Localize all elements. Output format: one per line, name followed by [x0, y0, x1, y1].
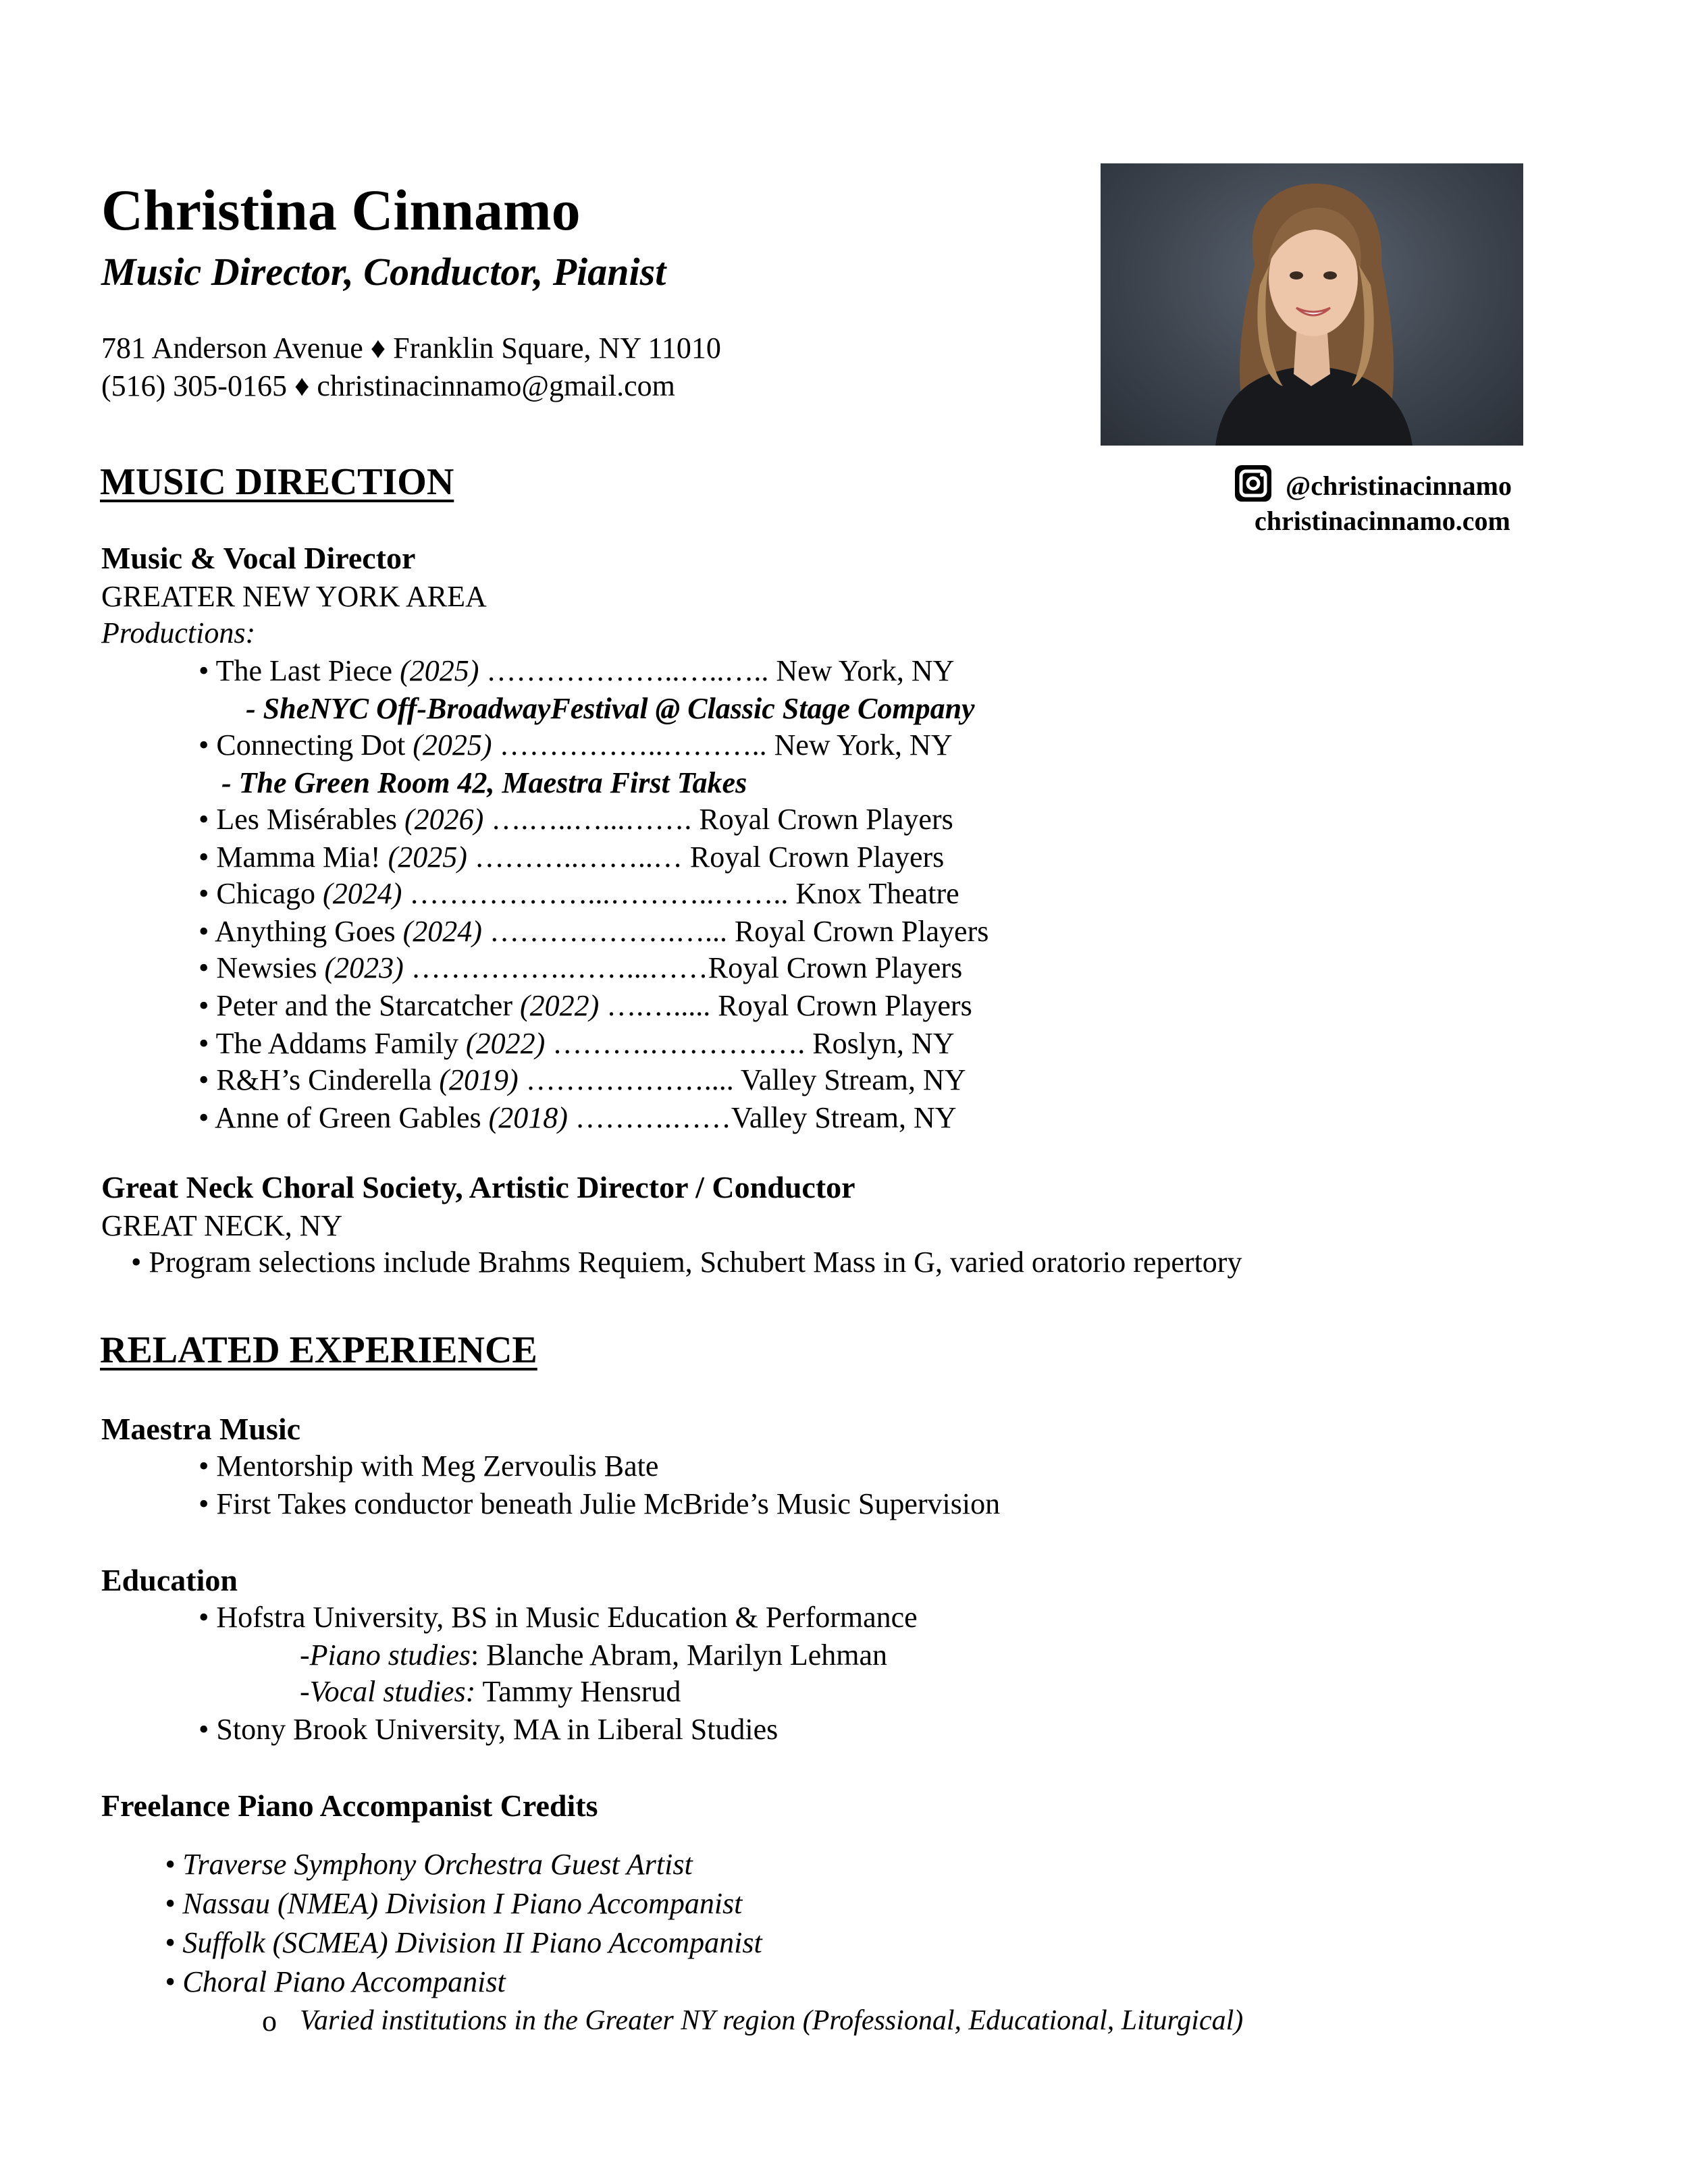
production-item: • Newsies (2023) …………….……...……Royal Crown Players	[199, 951, 963, 984]
production-item: • Peter and the Starcatcher (2022) ….…..... Royal Crown Players	[199, 989, 972, 1022]
section-heading-related-experience: RELATED EXPERIENCE	[100, 1329, 537, 1371]
education-item: • Stony Brook University, MA in Liberal Studies	[199, 1713, 779, 1746]
freelance-item: • Traverse Symphony Orchestra Guest Artist	[165, 1848, 693, 1881]
role-title: Great Neck Choral Society, Artistic Director / Conductor	[101, 1170, 855, 1204]
profile-photo	[1101, 163, 1523, 446]
instagram-handle[interactable]: @christinacinnamo	[1286, 471, 1512, 501]
production-item: • The Last Piece (2025) ………………..…..….. New York, NY	[199, 654, 955, 687]
freelance-item: • Nassau (NMEA) Division I Piano Accompanist	[165, 1887, 743, 1920]
production-note: - SheNYC Off-BroadwayFestival @ Classic Stage Company	[246, 692, 975, 725]
list-item: • First Takes conductor beneath Julie McBride’s Music Supervision	[199, 1487, 1001, 1520]
freelance-item: • Choral Piano Accompanist	[165, 1965, 506, 1998]
production-item: • Chicago (2024) ………………...………..…….. Knox Theatre	[199, 877, 959, 910]
production-item: • R&H’s Cinderella (2019) ……………….... Valley Stream, NY	[199, 1063, 966, 1096]
production-item: • Les Misérables (2026) ….…..…...……. Royal Crown Players	[199, 803, 953, 836]
portrait-illustration	[1101, 163, 1523, 446]
production-note: - The Green Room 42, Maestra First Takes	[221, 766, 747, 799]
role-bullet: • Program selections include Brahms Requiem, Schubert Mass in G, varied oratorio repertory	[131, 1246, 1242, 1279]
production-item: • Connecting Dot (2025) ……………..……….. New York, NY	[199, 728, 953, 762]
education-title: Education	[101, 1563, 238, 1597]
education-subitem: -Piano studies: Blanche Abram, Marilyn Lehman	[300, 1639, 888, 1672]
role-area: GREATER NEW YORK AREA	[101, 580, 487, 613]
freelance-subitem-marker: o	[262, 2004, 277, 2037]
production-item: • Mamma Mia! (2025) ………..……..… Royal Crown Players	[199, 841, 945, 874]
production-item: • Anne of Green Gables (2018) ……….……Valley Stream, NY	[199, 1101, 957, 1134]
freelance-subitem: Varied institutions in the Greater NY region (Professional, Educational, Liturgical)	[300, 2005, 1244, 2036]
role-title: Music & Vocal Director	[101, 541, 416, 575]
website-link[interactable]: christinacinnamo.com	[1255, 506, 1510, 536]
list-item: • Mentorship with Meg Zervoulis Bate	[199, 1449, 659, 1483]
contact-line[interactable]: (516) 305-0165 ♦ christinacinnamo@gmail.com	[101, 369, 675, 402]
instagram-icon[interactable]	[1233, 463, 1273, 504]
maestra-title: Maestra Music	[101, 1412, 301, 1446]
freelance-item: • Suffolk (SCMEA) Division II Piano Accompanist	[165, 1926, 762, 1959]
production-item: • Anything Goes (2024) ……………….…... Royal Crown Players	[199, 915, 989, 948]
education-item: • Hofstra University, BS in Music Education & Performance	[199, 1601, 918, 1634]
freelance-title: Freelance Piano Accompanist Credits	[101, 1788, 598, 1823]
role-area: GREAT NECK, NY	[101, 1209, 343, 1242]
candidate-name: Christina Cinnamo	[101, 178, 581, 242]
productions-label: Productions:	[101, 616, 256, 649]
education-subitem: -Vocal studies: Tammy Hensrud	[300, 1675, 681, 1708]
section-heading-music-direction: MUSIC DIRECTION	[100, 461, 454, 503]
candidate-title: Music Director, Conductor, Pianist	[101, 250, 666, 294]
production-item: • The Addams Family (2022) ……….……………. Roslyn, NY	[199, 1027, 955, 1060]
address-line: 781 Anderson Avenue ♦ Franklin Square, NY 11010	[101, 331, 721, 365]
